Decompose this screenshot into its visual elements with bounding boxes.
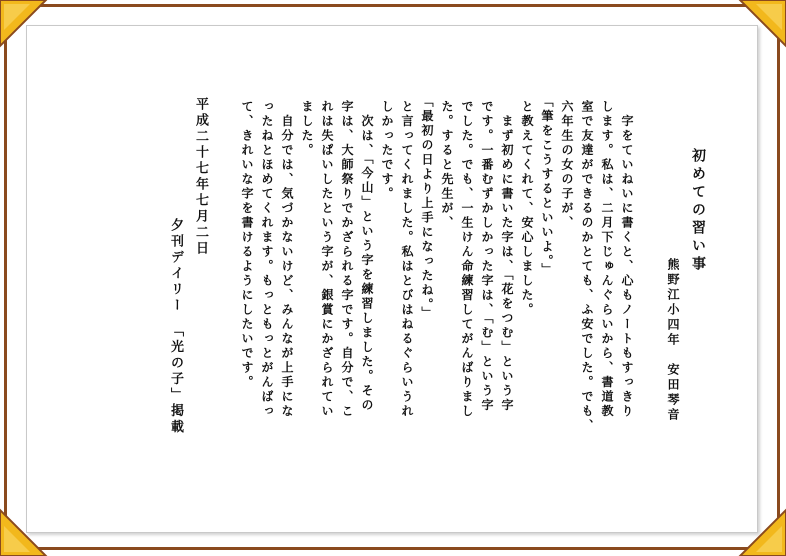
body-line: と言ってくれました。私はとびはねるぐらいうれ — [400, 100, 414, 419]
body-line: 「筆をこうするといいよ。」 — [540, 95, 554, 278]
body-line: まず初めに書いた字は、「花をつむ」という字 — [500, 100, 514, 413]
essay-author: 熊野江小四年 安田琴音 — [666, 258, 680, 423]
publication-date: 平成二十七年七月二日 — [193, 97, 208, 257]
essay-title: 初めての習い事 — [690, 148, 706, 274]
corner-ornament-icon — [0, 0, 48, 48]
corner-ornament-icon — [738, 0, 786, 48]
body-line: 字は、大師祭りでかざられる字です。自分で、こ — [340, 100, 354, 419]
body-line: しかったです。 — [380, 100, 394, 202]
publication-source: 夕刊デイリー 「光の子」掲載 — [168, 218, 183, 436]
body-line: れは失ぱいしたという字が、銀賞にかざられてい — [320, 100, 334, 419]
body-line: 次は、「今山」という字を練習しました。その — [360, 100, 374, 413]
body-line: 「最初の日より上手になったね。」 — [420, 95, 434, 321]
body-line: です。一番むずかしかった字は、「む」という字 — [480, 100, 494, 413]
body-line: 字をていねいに書くと、心もノートもすっきり — [620, 100, 634, 419]
body-line: します。私は、二月下じゅんぐらいから、書道教 — [600, 100, 614, 419]
corner-ornament-icon — [738, 508, 786, 556]
body-line: 自分では、気づかないけど、みんなが上手にな — [280, 100, 294, 419]
body-line: と教えてくれて、安心しました。 — [520, 100, 534, 318]
body-line: た。すると先生が、 — [440, 100, 454, 231]
body-line: ました。 — [300, 100, 314, 158]
body-line: 室で友達ができるのかとても、ふ安でした。でも、 — [580, 100, 594, 434]
body-line: でした。でも、一生けん命練習してがんばりまし — [460, 100, 474, 419]
body-line: ったねとほめてくれます。もっともっとがんばっ — [260, 100, 274, 419]
corner-ornament-icon — [0, 508, 48, 556]
body-line: て、きれいな字を書けるようにしたいです。 — [240, 100, 254, 390]
body-line: 六年生の女の子が、 — [560, 100, 574, 231]
